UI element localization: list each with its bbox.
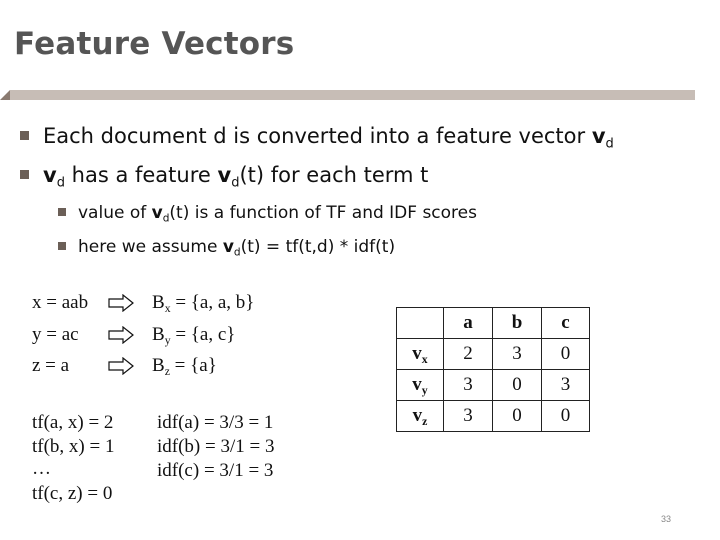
sub-bullet-2 — [58, 237, 395, 257]
table-header-cell: b — [493, 308, 542, 339]
title-rule — [10, 90, 695, 100]
vector-subscript: d — [56, 175, 65, 191]
tf-line: … — [32, 458, 51, 479]
vector-symbol: v — [591, 124, 606, 148]
table-cell: 0 — [542, 401, 590, 432]
table-header-row — [397, 308, 590, 339]
title-rule-accent — [0, 90, 10, 100]
bullet-square-icon — [58, 242, 66, 250]
bullet-text: (t) for each term t — [239, 163, 429, 187]
bullet-text: is a function of TF and IDF scores — [189, 203, 477, 223]
table-cell: 0 — [542, 339, 590, 370]
bullet-1 — [20, 124, 614, 152]
table-row — [397, 339, 590, 370]
table-cell: 3 — [542, 370, 590, 401]
bullet-square-icon — [20, 131, 29, 140]
bullet-text: value of — [78, 203, 152, 223]
table-header-cell: a — [444, 308, 493, 339]
bag-x: $B_x = \{a$, a, b} — [152, 292, 255, 316]
feature-table — [396, 307, 590, 432]
vector-symbol: v — [217, 163, 232, 187]
bullet-text: (t) — [240, 237, 261, 257]
vector-subscript: d — [233, 246, 241, 259]
row-label: $v_z$ — [397, 401, 444, 432]
table-cell: 2 — [444, 339, 493, 370]
bag-z: $B_z = \{a\}$ — [152, 355, 217, 379]
bullet-square-icon — [58, 208, 66, 216]
bullet-2 — [20, 163, 429, 191]
vector-symbol: v — [151, 203, 163, 223]
vector-subscript: d — [605, 136, 614, 152]
table-cell: 0 — [493, 401, 542, 432]
arrow-right-icon — [108, 326, 134, 344]
arrow-right-icon — [108, 357, 134, 375]
idf-line: idf(c) = 3/1 = 3 — [157, 460, 274, 481]
table-row — [397, 401, 590, 432]
bullet-text: = tf(t,d) * idf(t) — [260, 237, 396, 257]
doc-z: z = a — [32, 355, 70, 376]
vector-symbol: v — [222, 237, 234, 257]
tf-line: tf(c, z) = 0 — [32, 483, 113, 504]
table-cell: 3 — [444, 401, 493, 432]
bullet-square-icon — [20, 170, 29, 179]
idf-line: idf(b) = 3/1 = 3 — [157, 436, 275, 457]
row-label: $v_y$ — [397, 370, 444, 401]
doc-x: x = aab — [32, 292, 89, 313]
table-cell: 3 — [444, 370, 493, 401]
vector-subscript: d — [231, 175, 240, 191]
table-cell: 0 — [493, 370, 542, 401]
tf-line: tf(a, x) = 2 — [32, 412, 114, 433]
vector-subscript: d — [162, 212, 170, 225]
table-row — [397, 370, 590, 401]
table-cell: 3 — [493, 339, 542, 370]
bag-y: $B_y = \{a$, c} — [152, 324, 236, 348]
tf-line: tf(b, x) = 1 — [32, 436, 115, 457]
table-corner-cell — [397, 308, 444, 339]
idf-line: idf(a) = 3/3 = 1 — [157, 412, 274, 433]
arrow-right-icon — [108, 294, 134, 312]
bullet-text: Each document d is converted into a feature vector — [43, 124, 592, 148]
bullet-text: (t) — [169, 203, 190, 223]
doc-y: y = ac — [32, 324, 79, 345]
bullet-text: here we assume — [78, 237, 223, 257]
slide-title: Feature Vectors — [14, 26, 295, 62]
bullet-text: has a feature — [64, 163, 218, 187]
page-number: 33 — [661, 514, 672, 524]
table-header-cell: c — [542, 308, 590, 339]
row-label: $v_x$ — [397, 339, 444, 370]
sub-bullet-1 — [58, 203, 477, 223]
vector-symbol: v — [43, 163, 57, 187]
